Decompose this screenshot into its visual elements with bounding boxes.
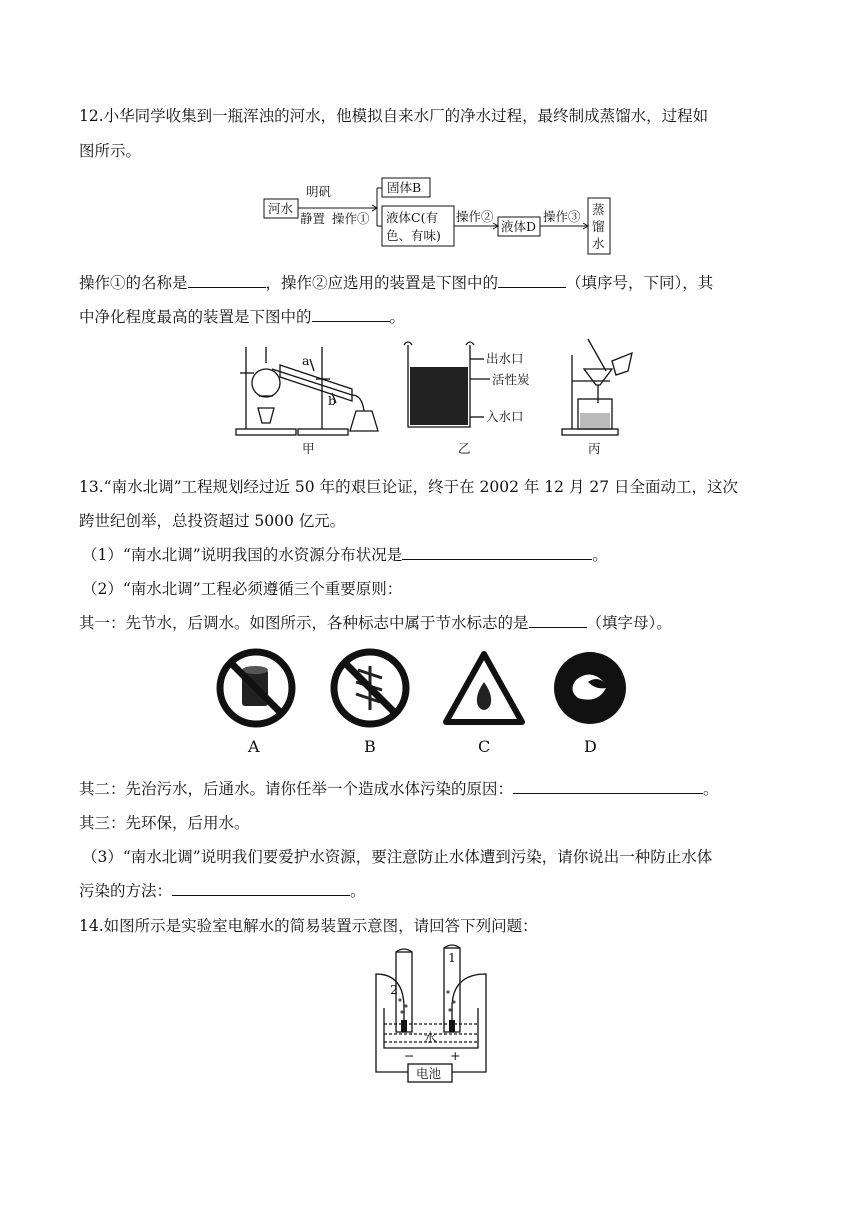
q12-question-line2: 中净化程度最高的装置是下图中的 。 (79, 308, 406, 326)
answer-blank-op1[interactable] (188, 273, 266, 288)
q13-principle1: 其一：先节水，后调水。如图所示，各种标志中属于节水标志的是 （填字母）。 (79, 614, 672, 632)
q12-question-line1: 操作①的名称是 ，操作②应选用的装置是下图中的 （填序号，下同），其 (79, 274, 714, 292)
sign-d-icon (554, 652, 626, 724)
label-yi: 乙 (458, 441, 471, 456)
answer-blank-op2-device[interactable] (498, 273, 566, 288)
sign-label-c: C (478, 737, 491, 756)
q14-stem: 14.如图所示是实验室电解水的简易装置示意图，请回答下列问题： (79, 917, 538, 935)
q13-part2: （2）“南水北调”工程必须遵循三个重要原则： (82, 580, 403, 598)
water-label: 水 (424, 1030, 437, 1045)
plus-label: + (450, 1048, 461, 1063)
sign-label-b: B (364, 737, 376, 756)
flow-river: 河水 (268, 201, 294, 216)
label-a: a (302, 353, 310, 368)
sign-b-icon (334, 652, 406, 724)
q13-principle2: 其二：先治污水，后通水。请你任举一个造成水体污染的原因： 。 (79, 780, 719, 798)
flow-op1: 操作① (332, 211, 370, 226)
sign-label-d: D (584, 737, 597, 756)
sign-label-a: A (248, 737, 260, 756)
answer-blank-pollution-cause[interactable] (513, 779, 703, 794)
label-carbon: 活性炭 (492, 372, 530, 387)
battery-label: 电池 (416, 1066, 442, 1081)
label-bing: 丙 (588, 441, 601, 456)
minus-label: − (404, 1048, 415, 1063)
sign-c-icon (446, 654, 522, 722)
flow-liquid-c-1: 液体C(有 (386, 210, 438, 225)
answer-blank-prevention[interactable] (172, 881, 350, 896)
answer-blank-sign[interactable] (529, 613, 587, 628)
answer-blank-distribution[interactable] (402, 545, 592, 560)
q13-stem-line1: 13.“南水北调”工程规划经过近 50 年的艰巨论证，终于在 2002 年 12 月 27 日全面动工，这次 (79, 478, 739, 496)
q12-apparatus-figure (232, 333, 642, 457)
label-jia: 甲 (302, 441, 315, 456)
q13-part1: （1）“南水北调”说明我国的水资源分布状况是 。 (82, 546, 608, 564)
flow-op3: 操作③ (543, 209, 581, 224)
q13-part3-line2: 污染的方法： 。 (79, 882, 366, 900)
sign-a-icon (220, 652, 292, 724)
answer-blank-best-device[interactable] (312, 307, 390, 322)
q14-electrolysis-figure (370, 944, 492, 1086)
q13-part3-line1: （3）“南水北调”说明我们要爱护水资源，要注意防止水体遭到污染，请你说出一种防止水体 (82, 848, 713, 866)
flow-solid-b: 固体B (387, 180, 422, 195)
flow-liquid-c-2: 色、有味) (386, 228, 441, 243)
flow-distilled-3: 水 (592, 236, 605, 251)
flow-alum: 明矾 (306, 184, 332, 199)
flow-op2: 操作② (456, 209, 494, 224)
flow-distilled-2: 馏 (592, 219, 605, 234)
flow-settle: 静置 (300, 211, 326, 226)
q12-flow-diagram (262, 176, 614, 256)
tube-1-label: 1 (448, 950, 456, 965)
tube-2-label: 2 (390, 982, 398, 997)
label-outlet: 出水口 (486, 351, 524, 366)
flow-distilled-1: 蒸 (592, 202, 605, 217)
q12-stem-line2: 图所示。 (79, 142, 142, 160)
q13-principle3: 其三：先环保，后用水。 (79, 814, 250, 832)
q13-signs-figure (212, 648, 632, 758)
q13-stem-line2: 跨世纪创举，总投资超过 5000 亿元。 (79, 512, 346, 530)
label-b: b (328, 393, 337, 408)
label-inlet: 入水口 (486, 409, 524, 424)
q12-stem-line1: 12.小华同学收集到一瓶浑浊的河水，他模拟自来水厂的净水过程，最终制成蒸馏水，过程如 (79, 107, 709, 125)
flow-liquid-d: 液体D (501, 219, 537, 234)
